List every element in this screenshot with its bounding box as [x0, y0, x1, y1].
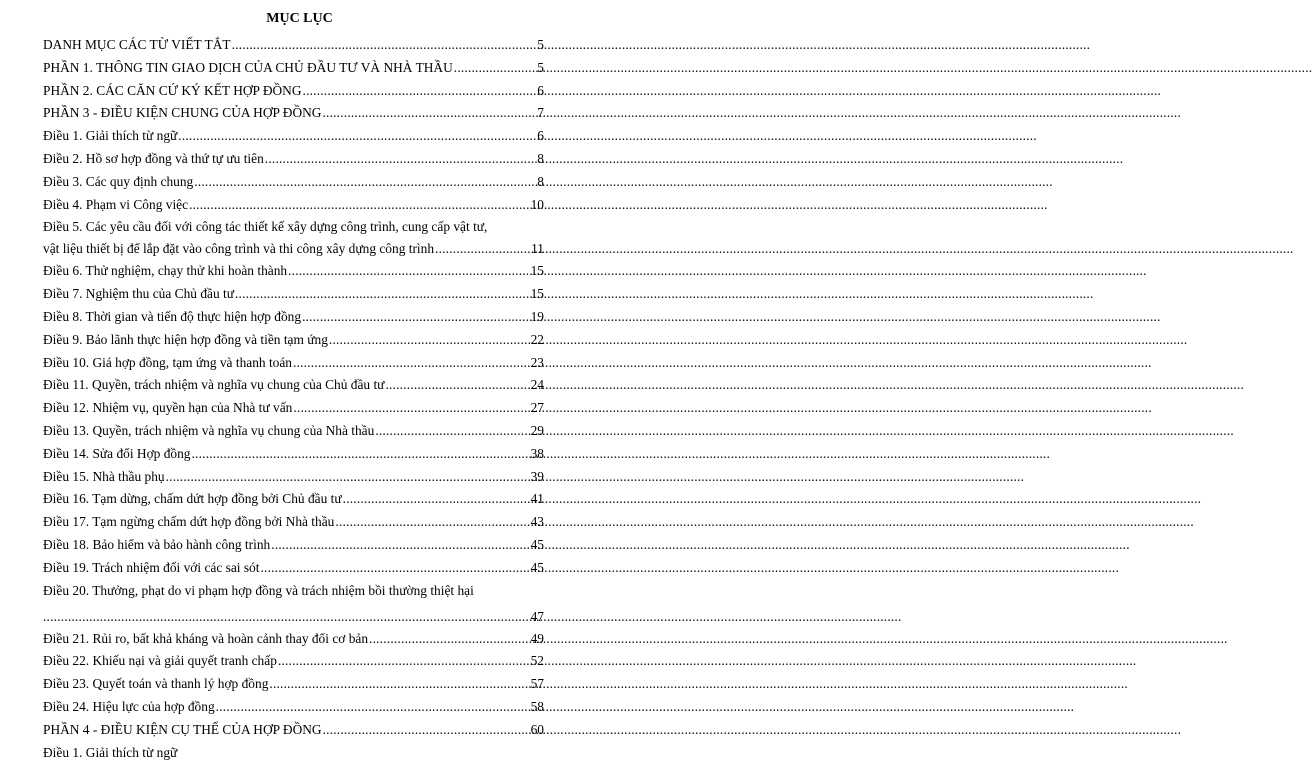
toc-entry-page: 11	[531, 241, 544, 257]
toc-entry[interactable]	[43, 719, 544, 742]
dot-leader	[189, 194, 530, 217]
toc-entry[interactable]	[43, 696, 544, 719]
toc-entry-page: 15	[530, 286, 544, 302]
toc-entry[interactable]	[43, 148, 544, 171]
dot-leader	[435, 238, 530, 260]
toc-entry-text: Điều 7. Nghiệm thu của Chủ đầu tư	[43, 286, 234, 302]
toc-entry[interactable]	[43, 216, 544, 260]
toc-entry-page: 10	[530, 196, 544, 212]
toc-entry[interactable]	[43, 443, 544, 466]
toc-entry-page: 8	[537, 173, 544, 189]
dot-leader	[232, 34, 537, 57]
dot-leader	[303, 80, 537, 103]
toc-entry[interactable]	[43, 306, 544, 329]
toc-entry-page: 43	[530, 514, 544, 530]
toc-entry[interactable]	[43, 283, 544, 306]
dot-leader	[454, 57, 537, 80]
dot-leader	[375, 420, 529, 443]
toc-entry[interactable]	[43, 742, 544, 765]
toc-entry-page: 41	[530, 491, 544, 507]
toc-entry[interactable]	[43, 80, 544, 103]
dot-leader	[265, 148, 537, 171]
toc-entry-page: 38	[530, 445, 544, 461]
toc-list	[43, 34, 544, 764]
dot-leader	[385, 374, 529, 397]
dot-leader	[369, 628, 530, 651]
toc-entry[interactable]	[43, 194, 544, 217]
toc-entry[interactable]	[43, 580, 544, 628]
toc-entry-text: Điều 22. Khiếu nại và giải quyết tranh chấp	[43, 653, 277, 669]
toc-entry-page: 8	[537, 150, 544, 166]
toc-entry-page: 6	[537, 82, 544, 98]
toc-entry-page: 39	[530, 468, 544, 484]
toc-entry[interactable]	[43, 260, 544, 283]
toc-entry[interactable]	[43, 628, 544, 651]
dot-leader	[271, 534, 529, 557]
toc-entry[interactable]	[43, 125, 544, 148]
toc-page	[0, 0, 575, 781]
toc-entry-page: 24	[530, 377, 544, 393]
toc-entry-text: PHẦN 4 - ĐIỀU KIỆN CỤ THỂ CỦA HỢP ĐỒNG	[43, 721, 322, 737]
toc-entry-text: Điều 18. Bảo hiểm và bảo hành công trình	[43, 536, 271, 552]
dot-leader	[178, 125, 536, 148]
toc-entry-page: 52	[530, 653, 544, 669]
toc-entry-text: DANH MỤC CÁC TỪ VIẾT TẮT	[43, 37, 231, 52]
toc-entry[interactable]	[43, 171, 544, 194]
toc-entry-page: 15	[530, 263, 544, 279]
dot-leader	[343, 488, 530, 511]
dot-leader	[329, 329, 530, 352]
toc-entry-page: 49	[530, 630, 544, 646]
toc-entry-text: Điều 14. Sửa đổi Hợp đồng	[43, 445, 191, 461]
toc-entry[interactable]	[43, 511, 544, 534]
toc-entry-page: 60	[530, 721, 544, 737]
toc-entry-text: Điều 9. Bảo lãnh thực hiện hợp đồng và tiền tạm ứng	[43, 331, 328, 347]
toc-title: MỤC LỤC	[266, 11, 333, 26]
toc-entry[interactable]	[43, 34, 544, 57]
toc-entry-text: Điều 10. Giá hợp đồng, tạm ứng và thanh toán	[43, 354, 293, 370]
toc-entry[interactable]	[43, 557, 544, 580]
dot-leader	[278, 650, 530, 673]
toc-entry-page: 45	[530, 536, 544, 552]
toc-entry-text: PHẦN 1. THÔNG TIN GIAO DỊCH CỦA CHỦ ĐẦU TƯ VÀ NHÀ THẦU	[43, 59, 453, 75]
toc-entry-page: 47	[530, 608, 544, 624]
toc-entry-text: Điều 17. Tạm ngừng chấm dứt hợp đồng bởi Nhà thầu	[43, 514, 335, 530]
toc-entry[interactable]	[43, 102, 544, 125]
toc-entry-text-continued: vật liệu thiết bị để lắp đặt vào công trình và thi công xây dựng công trình	[43, 241, 435, 257]
toc-entry-text: Điều 19. Trách nhiệm đối với các sai sót	[43, 559, 260, 575]
dot-leader	[192, 443, 530, 466]
toc-entry-text: Điều 2. Hồ sơ hợp đồng và thứ tự ưu tiên	[43, 150, 264, 166]
toc-entry[interactable]	[43, 374, 544, 397]
toc-entry-page: 19	[530, 308, 544, 324]
toc-entry-text: Điều 4. Phạm vi Công việc	[43, 196, 189, 212]
toc-entry-text: Điều 1. Giải thích từ ngữ	[43, 744, 178, 760]
toc-entry[interactable]	[43, 673, 544, 696]
dot-leader	[322, 102, 536, 125]
toc-entry-page: 7	[537, 105, 544, 121]
toc-entry-page: 58	[530, 698, 544, 714]
toc-entry-page: 5	[537, 59, 544, 75]
toc-entry-text: Điều 15. Nhà thầu phụ	[43, 468, 165, 484]
toc-entry[interactable]	[43, 397, 544, 420]
toc-entry-page: 57	[530, 676, 544, 692]
toc-entry-text: Điều 23. Quyết toán và thanh lý hợp đồng	[43, 676, 269, 692]
dot-leader	[216, 696, 530, 719]
toc-entry-text: Điều 5. Các yêu cầu đối với công tác thiết kế xây dựng công trình, cung cấp vật tư,	[43, 219, 488, 235]
toc-entry-page: 45	[530, 559, 544, 575]
dot-leader	[269, 673, 529, 696]
toc-entry-text: PHẦN 3 - ĐIỀU KIỆN CHUNG CỦA HỢP ĐỒNG	[43, 105, 322, 121]
toc-entry[interactable]	[43, 466, 544, 489]
toc-entry-text: Điều 13. Quyền, trách nhiệm và nghĩa vụ chung của Nhà thầu	[43, 422, 375, 438]
toc-entry-page: 23	[530, 354, 544, 370]
toc-entry[interactable]	[43, 488, 544, 511]
toc-entry[interactable]	[43, 534, 544, 557]
dot-leader	[293, 397, 529, 420]
toc-entry-text: Điều 1. Giải thích từ ngữ	[43, 128, 178, 144]
toc-entry[interactable]	[43, 650, 544, 673]
toc-entry-text: Điều 11. Quyền, trách nhiệm và nghĩa vụ chung của Chủ đầu tư	[43, 377, 385, 393]
toc-entry-page: 29	[530, 422, 544, 438]
dot-leader	[235, 283, 530, 306]
toc-entry-text: Điều 21. Rủi ro, bất khả kháng và hoàn cảnh thay đổi cơ bản	[43, 630, 369, 646]
toc-entry-text: Điều 3. Các quy định chung	[43, 173, 194, 189]
toc-entry[interactable]	[43, 352, 544, 375]
dot-leader	[302, 306, 530, 329]
toc-entry-text: Điều 20. Thưởng, phạt do vi phạm hợp đồng và trách nhiệm bồi thường thiệt hại	[43, 582, 474, 598]
dot-leader	[194, 171, 536, 194]
dot-leader	[288, 260, 530, 283]
toc-entry-page: 5	[537, 37, 544, 52]
toc-entry-text: Điều 24. Hiệu lực của hợp đồng	[43, 698, 215, 714]
toc-entry-text: Điều 16. Tạm dừng, chấm dứt hợp đồng bởi Chủ đầu tư	[43, 491, 342, 507]
toc-entry-page: 6	[537, 128, 544, 144]
dot-leader	[323, 719, 530, 742]
dot-leader	[166, 466, 530, 489]
dot-leader	[260, 557, 529, 580]
toc-entry-page: 22	[530, 331, 544, 347]
toc-entry[interactable]	[43, 57, 544, 80]
dot-leader	[335, 511, 529, 534]
dot-leader	[293, 352, 530, 375]
toc-entry-text: Điều 12. Nhiệm vụ, quyền hạn của Nhà tư vấn	[43, 400, 293, 416]
toc-entry-text: PHẦN 2. CÁC CĂN CỨ KÝ KẾT HỢP ĐỒNG	[43, 82, 302, 98]
toc-entry-page: 27	[530, 400, 544, 416]
toc-entry[interactable]	[43, 420, 544, 443]
toc-entry-text: Điều 6. Thử nghiệm, chạy thử khi hoàn thành	[43, 263, 288, 279]
toc-entry-text: Điều 8. Thời gian và tiến độ thực hiện hợp đồng	[43, 308, 302, 324]
toc-entry[interactable]	[43, 329, 544, 352]
dot-leader	[43, 606, 530, 628]
